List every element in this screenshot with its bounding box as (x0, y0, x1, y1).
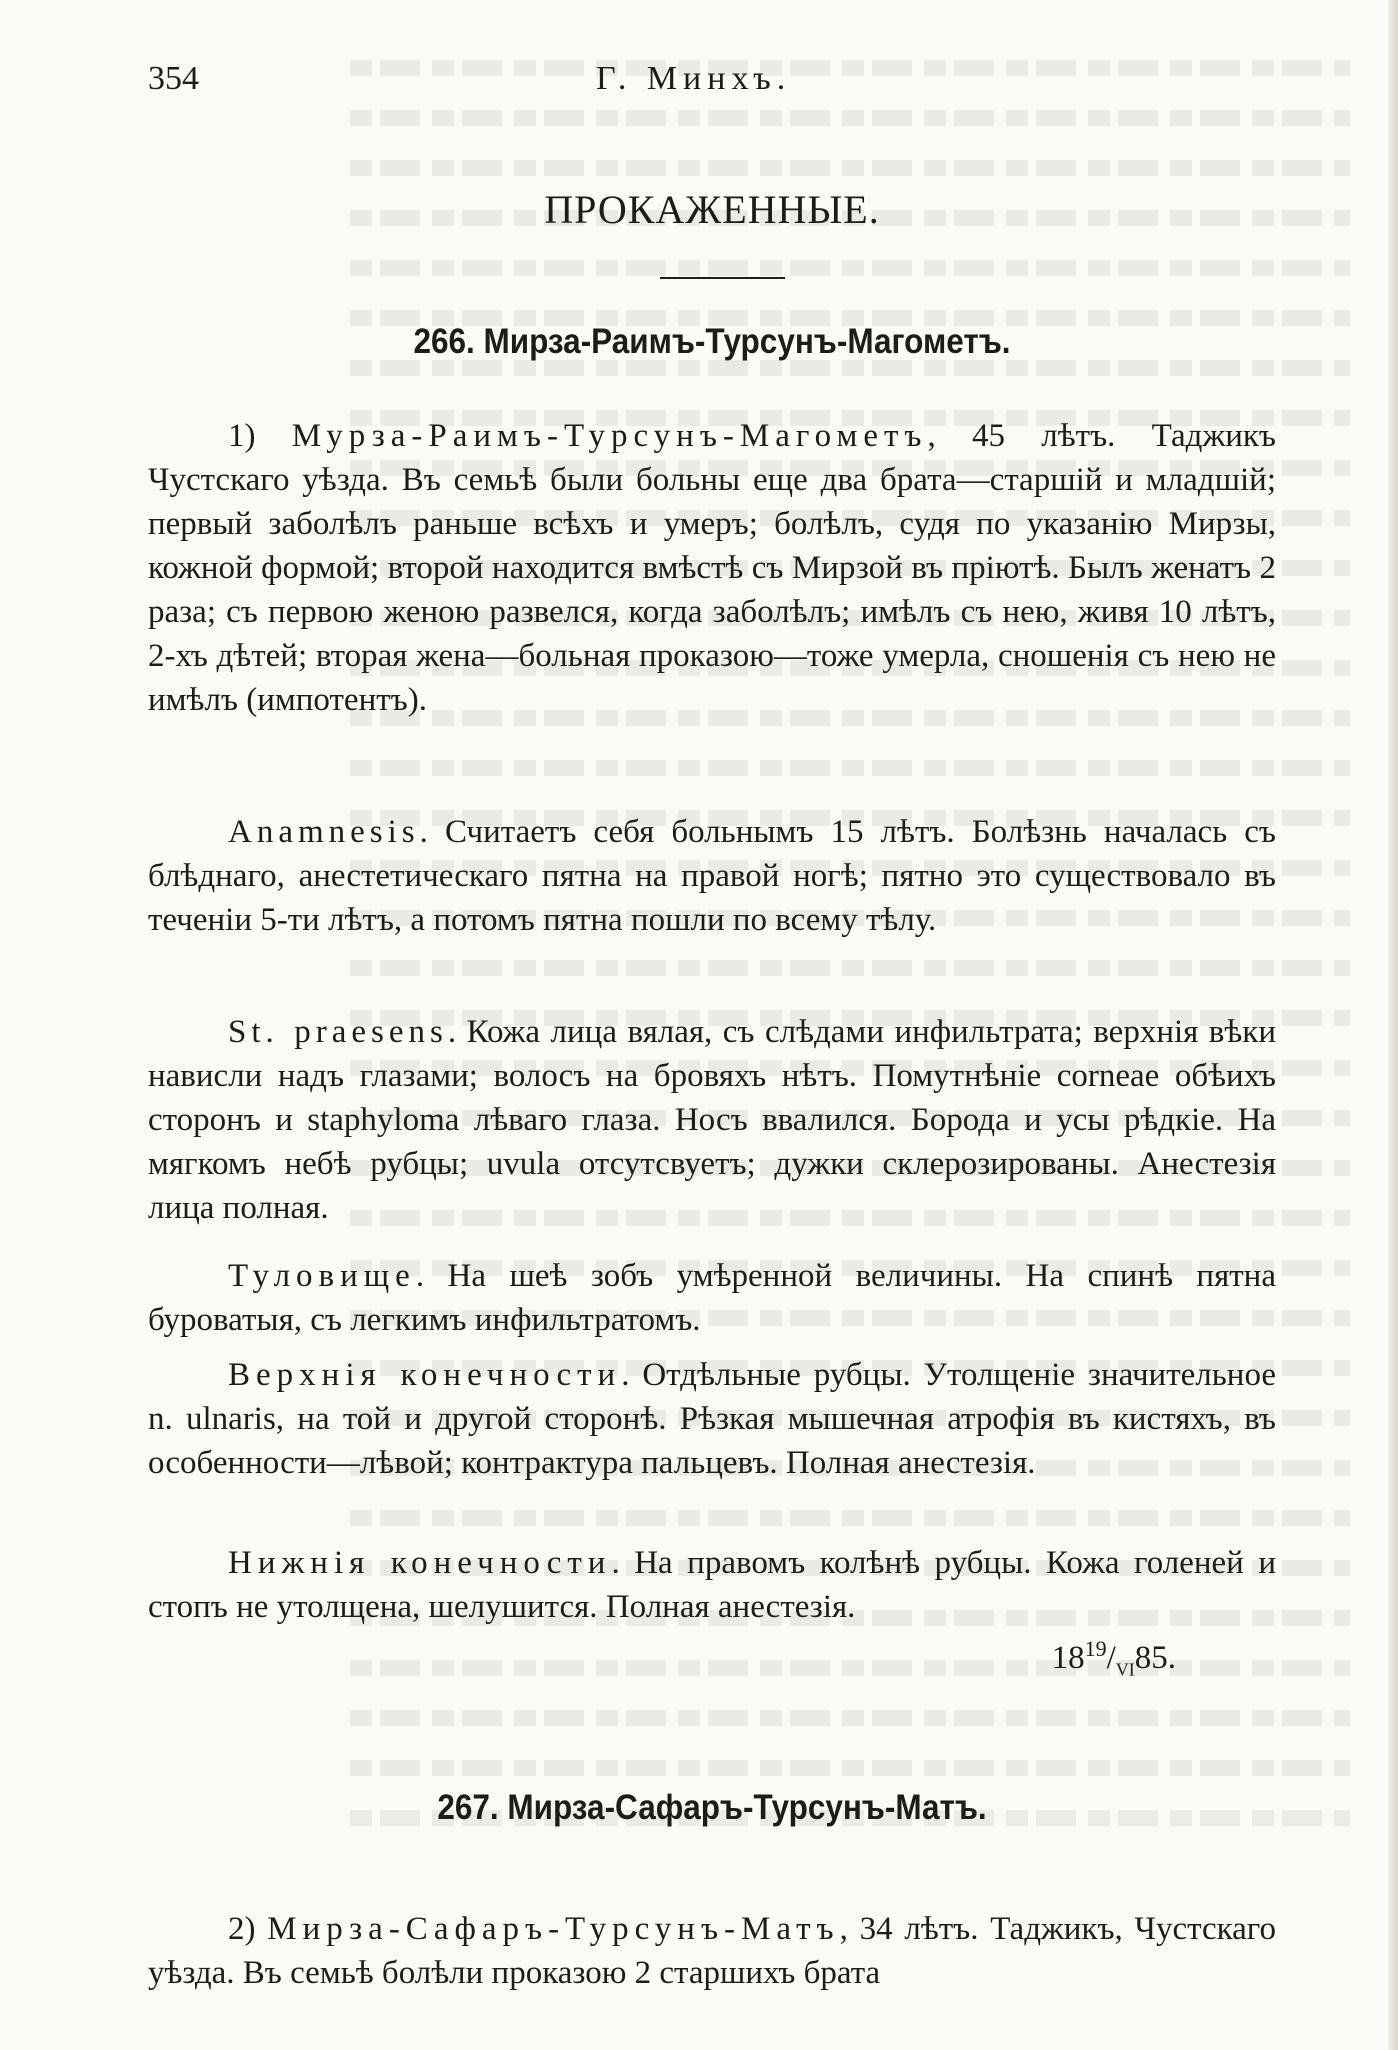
section-title: ПРОКАЖЕННЫЕ. (544, 187, 880, 232)
entry-heading: 267. Мирза-Сафаръ-Турсунъ-Матъ. (437, 1788, 987, 1827)
date-month: VI (1115, 1659, 1135, 1680)
patient-name: Мурза-Раимъ-Турсунъ-Магометъ (291, 418, 928, 454)
entry-number: 2) (228, 1911, 268, 1947)
trunk-paragraph (148, 1254, 1276, 1342)
entry-number: 1) (228, 418, 292, 454)
date-day: 19 (1084, 1636, 1107, 1661)
paragraph-text: . На правомъ колѣнѣ рубцы. Кожа голеней и стопъ не утолщена, шелушится. Полная анестезія. (148, 1545, 1276, 1625)
paragraph-label: St. praesens (228, 1014, 448, 1050)
entry-heading: 266. Мирза-Раимъ-Турсунъ-Магометъ. (413, 322, 1011, 361)
page-edge-shadow (1388, 0, 1398, 2050)
paragraph-label: Нижнія конечности (228, 1545, 612, 1581)
paragraph-text: , 34 лѣтъ. Таджикъ, Чустскаго уѣзда. Въ семьѣ болѣли проказою 2 старшихъ брата (148, 1911, 1276, 1991)
status-praesens-paragraph (148, 1010, 1276, 1230)
paragraph-label: Верхнія конечности (228, 1357, 622, 1393)
entry-date: $18^{19}/_{VI}85$. (1051, 1636, 1176, 1680)
entry-intro-paragraph (148, 414, 1276, 722)
entry-intro-paragraph (148, 1907, 1276, 1995)
date-year-suffix: 85. (1134, 1640, 1176, 1676)
patient-name: Мирза-Сафаръ-Турсунъ-Матъ (267, 1911, 840, 1947)
lower-limbs-paragraph (148, 1541, 1276, 1629)
paragraph-text: . Отдѣльные рубцы. Утолщеніе значительное n. ulnaris, на той и другой сторонѣ. Рѣзкая мышечная атрофія въ кистяхъ, въ особенности—лѣвой; контрактура пальцевъ. Полная анестезія. (148, 1357, 1276, 1481)
paragraph-label: Туловище (228, 1258, 416, 1294)
running-head: Г. Минхъ. (596, 60, 792, 97)
upper-limbs-paragraph (148, 1353, 1276, 1485)
paragraph-text: , 45 лѣтъ. Таджикъ Чустскаго уѣзда. Въ семьѣ были больны еще два брата—старшій и младшій; первый заболѣлъ раньше всѣхъ и умеръ; болѣлъ, судя по указанію Мирзы, кожной формой; второй находится вмѣстѣ съ Мирзой въ пріютѣ. Былъ женатъ 2 раза; съ первою женою развелся, когда заболѣлъ; имѣлъ съ нею, живя 10 лѣтъ, 2-хъ дѣтей; вторая жена—больная проказою—тоже умерла, сношенія съ нею не имѣлъ (импотентъ). (148, 418, 1276, 718)
paragraph-text: . На шеѣ зобъ умѣренной величины. На спинѣ пятна буроватыя, съ легкимъ инфильтратомъ. (148, 1258, 1276, 1338)
date-year-prefix: 18 (1051, 1640, 1085, 1676)
title-rule (660, 277, 785, 279)
paragraph-text: . Кожа лица вялая, съ слѣдами инфильтрата; верхнія вѣки нависли надъ глазами; волосъ на бровяхъ нѣтъ. Помутнѣніе corneae обѣихъ сторонъ и staphyloma лѣваго глаза. Носъ ввалился. Борода и усы рѣдкіе. На мягкомъ небѣ рубцы; uvula отсутсвуетъ; дужки склерозированы. Анестезія лица полная. (148, 1014, 1276, 1226)
paragraph-text: . Считаетъ себя больнымъ 15 лѣтъ. Болѣзнь началась съ блѣднаго, анестетическаго пятна на правой ногѣ; пятно это существовало въ теченіи 5-ти лѣтъ, а потомъ пятна пошли по всему тѣлу. (148, 814, 1276, 938)
page-number: 354 (148, 60, 199, 97)
paragraph-label: Anamnesis (228, 814, 420, 850)
anamnesis-paragraph (148, 810, 1276, 942)
page-header (148, 60, 1048, 110)
